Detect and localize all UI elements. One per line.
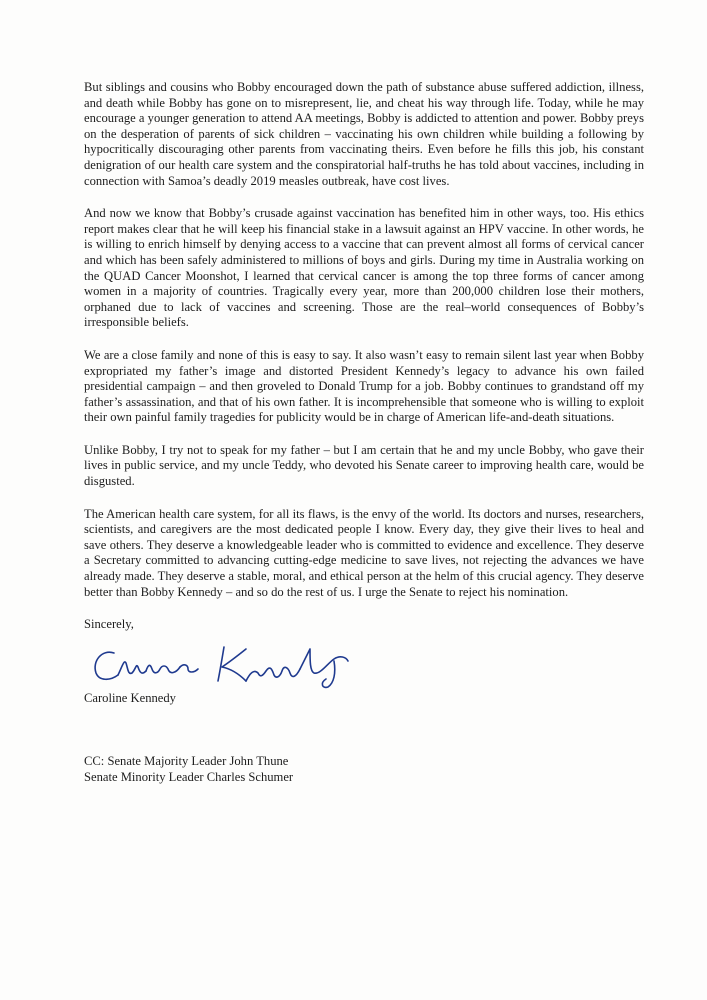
handwritten-signature [84,639,374,691]
signer-name: Caroline Kennedy [84,690,176,705]
paragraph-4: Unlike Bobby, I try not to speak for my father – but I am certain that he and my uncle Bobby, who gave their lives in public service, and my uncle Teddy, who devoted his Senate career to improving health care, would be disgusted. [84,442,644,489]
paragraph-1: But siblings and cousins who Bobby encouraged down the path of substance abuse suffered addiction, illness, and death while Bobby has gone on to misrepresent, lie, and cheat his way through life. Today, while he may encourage a younger generation to attend AA meetings, Bobby is addicted to attention and power. Bobby preys on the desperation of parents of sick children – vaccinating his own children while building a following by hypocritically discouraging other parents from vaccinating theirs. Even before he fills this job, his constant denigration of our health care system and the conspiratorial half-truths he has told about vaccines, including in connection with Samoa’s deadly 2019 measles outbreak, have cost lives. [84,80,644,188]
cc-block [84,754,644,785]
cc-line-1: CC: Senate Majority Leader John Thune [84,754,289,769]
paragraph-5: The American health care system, for all its flaws, is the envy of the world. Its doctors and nurses, researchers, scientists, and caregivers are the most dedicated people I know. Every day, they give their lives to heal and save others. They deserve a knowledgeable leader who is committed to evidence and excellence. They deserve a Secretary committed to advancing cutting-edge medicine to save lives, not rejecting the advances we have already made. They deserve a stable, moral, and ethical person at the helm of this crucial agency. They deserve better than Bobby Kennedy – and so do the rest of us. I urge the Senate to reject his nomination. [84,506,644,599]
cc-line-2: Senate Minority Leader Charles Schumer [84,770,294,784]
letter-body [84,80,644,786]
paragraph-3: We are a close family and none of this is easy to say. It also wasn’t easy to remain silent last year when Bobby expropriated my father’s image and distorted President Kennedy’s legacy to advance his own failed presidential campaign – and then groveled to Donald Trump for a job. Bobby continues to grandstand off my father’s assassination, and that of his own father. It is incomprehensible that someone who is willing to exploit their own painful family tragedies for publicity would be in charge of American life-and-death situations. [84,347,644,425]
closing-salutation: Sincerely, [84,617,134,632]
paragraph-2: And now we know that Bobby’s crusade against vaccination has benefited him in other ways, too. His ethics report makes clear that he will keep his financial stake in a lawsuit against an HPV vaccine. In other words, he is willing to enrich himself by denying access to a vaccine that can prevent almost all forms of cervical cancer and which has been safely administered to millions of boys and girls. During my time in Australia working on the QUAD Cancer Moonshot, I learned that cervical cancer is among the top three forms of cancer among women in a majority of countries. Tragically every year, more than 200,000 children lose their mothers, orphaned due to lack of vaccines and screening. Those are the real–world consequences of Bobby’s irresponsible beliefs. [84,206,644,330]
